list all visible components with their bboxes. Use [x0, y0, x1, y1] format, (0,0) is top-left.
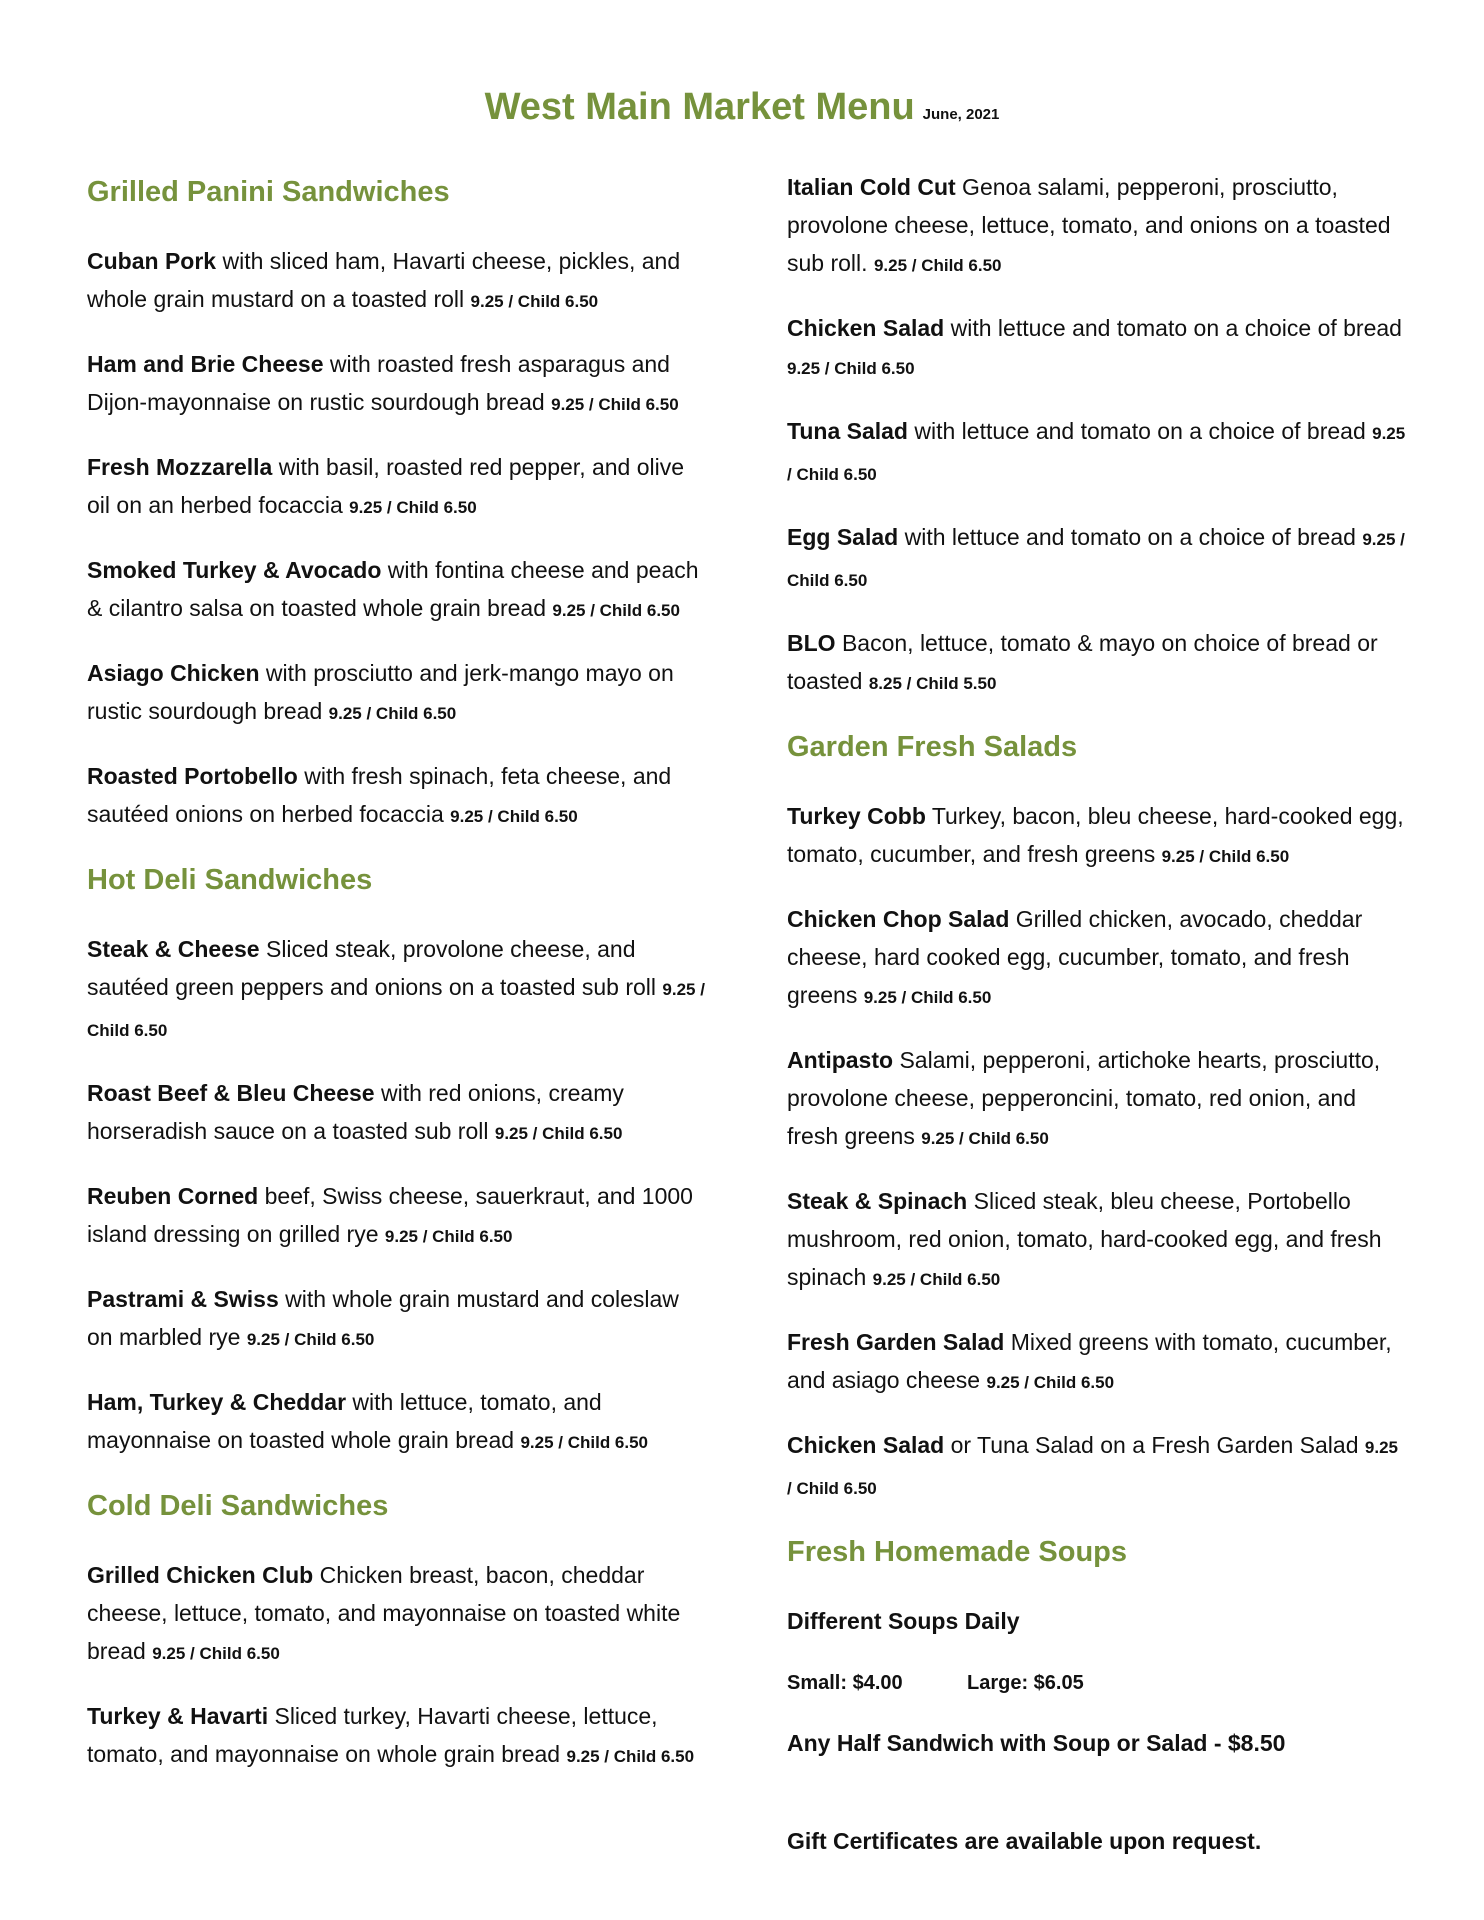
menu-item-price: 9.25 / Child 6.50	[1161, 847, 1290, 866]
panini-items	[87, 242, 707, 836]
menu-item-name: Italian Cold Cut	[787, 174, 956, 200]
section-salads	[787, 729, 1407, 1508]
menu-item-price: 9.25 / Child 6.50	[873, 256, 1002, 275]
menu-item-name: Fresh Mozzarella	[87, 454, 273, 480]
section-title-soups: Fresh Homemade Soups	[787, 1536, 1128, 1568]
menu-item	[87, 1383, 707, 1462]
menu-item-price: 8.25 / Child 5.50	[868, 674, 997, 693]
menu-item	[787, 168, 1407, 285]
menu-item	[787, 1182, 1407, 1299]
menu-item-description: Sliced steak, provolone cheese, and sautéed green peppers and onions on a toasted sub roll	[87, 936, 663, 1000]
menu-item	[787, 797, 1407, 876]
menu-item	[787, 309, 1407, 388]
menu-item-description: with lettuce, tomato, and mayonnaise on toasted whole grain bread	[87, 1389, 602, 1453]
menu-item	[787, 900, 1407, 1017]
salad-items	[787, 797, 1407, 1508]
menu-item	[87, 1074, 707, 1153]
section-hot-deli	[87, 862, 707, 1462]
menu-item-name: Turkey Cobb	[787, 803, 926, 829]
menu-item-price: 9.25 / Child 6.50	[384, 1227, 513, 1246]
section-title-salads: Garden Fresh Salads	[787, 731, 1078, 763]
menu-item-description: Turkey, bacon, bleu cheese, hard-cooked egg, tomato, cucumber, and fresh greens	[787, 803, 1404, 867]
menu-item	[787, 624, 1407, 703]
menu-item-price: 9.25 / Child 6.50	[921, 1129, 1049, 1148]
menu-item-description: Sliced turkey, Havarti cheese, lettuce, tomato, and mayonnaise on whole grain bread	[87, 1703, 658, 1767]
menu-item-description: beef, Swiss cheese, sauerkraut, and 1000 island dressing on grilled rye	[87, 1183, 693, 1247]
menu-item	[87, 1697, 707, 1776]
menu-item-price: 9.25 / Child 6.50	[863, 988, 992, 1007]
hot-deli-items	[87, 930, 707, 1462]
menu-item	[87, 345, 707, 424]
menu-item	[87, 1280, 707, 1359]
menu-item-price: 9.25 / Child 6.50	[87, 980, 705, 1040]
soup-large-price: Large: $6.05	[967, 1672, 1084, 1694]
menu-item-price: 9.25 / Child 6.50	[520, 1433, 649, 1452]
combo-offer: Any Half Sandwich with Soup or Salad - $8.50	[787, 1730, 1286, 1756]
menu-item-name: Roast Beef & Bleu Cheese	[87, 1080, 375, 1106]
menu-item-description: with fresh spinach, feta cheese, and sautéed onions on herbed focaccia	[87, 763, 672, 827]
menu-item	[87, 930, 707, 1050]
menu-item	[87, 1556, 707, 1673]
menu-item-name: Fresh Garden Salad	[787, 1329, 1005, 1355]
menu-item-name: Ham, Turkey & Cheddar	[87, 1389, 347, 1415]
menu-item-price: 9.25 / Child 6.50	[552, 601, 680, 620]
menu-item-description: Grilled chicken, avocado, cheddar cheese, hard cooked egg, cucumber, tomato, and fresh greens	[787, 906, 1363, 1008]
section-cold-deli-continued	[787, 168, 1407, 703]
menu-item-name: Chicken Salad	[787, 1432, 945, 1458]
menu-item-name: Grilled Chicken Club	[87, 1562, 314, 1588]
section-cold-deli	[87, 1488, 707, 1776]
menu-item-description: Genoa salami, pepperoni, prosciutto, provolone cheese, lettuce, tomato, and onions on a toasted sub roll.	[787, 174, 1391, 276]
menu-item-price: 9.25 / Child 6.50	[872, 1270, 1001, 1289]
menu-item-price: 9.25 / Child 6.50	[551, 395, 679, 414]
menu-item-price: 9.25 / Child 6.50	[566, 1747, 695, 1766]
soup-prices	[787, 1662, 1407, 1702]
menu-item-description: with lettuce and tomato on a choice of bread	[908, 418, 1373, 444]
soup-small-price: Small: $4.00	[787, 1672, 903, 1694]
menu-item-description: Salami, pepperoni, artichoke hearts, prosciutto, provolone cheese, pepperoncini, tomato, red onion, and fresh greens	[787, 1047, 1381, 1149]
cold-deli-items	[87, 1556, 707, 1776]
menu-item-name: Steak & Spinach	[787, 1188, 968, 1214]
menu-item	[787, 518, 1407, 600]
menu-item-price: 9.25 / Child 6.50	[787, 424, 1406, 484]
menu-item-name: Steak & Cheese	[87, 936, 260, 962]
menu-item-description: with whole grain mustard and coleslaw on marbled rye	[87, 1286, 679, 1350]
menu-item-description: with red onions, creamy horseradish sauce on a toasted sub roll	[87, 1080, 624, 1144]
menu-item	[787, 1426, 1407, 1508]
menu-item	[87, 757, 707, 836]
menu-item	[787, 412, 1407, 494]
section-title-cold-deli: Cold Deli Sandwiches	[87, 1490, 389, 1522]
menu-item-price: 9.25 / Child 6.50	[246, 1330, 375, 1349]
page-title: West Main Market Menu	[484, 86, 915, 128]
section-title-panini: Grilled Panini Sandwiches	[87, 176, 450, 208]
menu-item-description: with fontina cheese and peach & cilantro salsa on toasted whole grain bread	[87, 557, 699, 621]
gift-certificates-note: Gift Certificates are available upon request.	[787, 1828, 1262, 1854]
menu-item-price: 9.25 / Child 6.50	[787, 359, 915, 378]
soups-daily: Different Soups Daily	[787, 1608, 1020, 1634]
menu-item-price: 9.25 / Child 6.50	[494, 1124, 623, 1143]
menu-item-price: 9.25 / Child 6.50	[986, 1373, 1115, 1392]
menu-item	[87, 448, 707, 527]
menu-item-description: with sliced ham, Havarti cheese, pickles, and whole grain mustard on a toasted roll	[87, 248, 681, 312]
menu-item-name: Asiago Chicken	[87, 660, 260, 686]
menu-header	[0, 86, 1484, 129]
menu-item-price: 9.25 / Child 6.50	[470, 292, 599, 311]
section-title-hot-deli: Hot Deli Sandwiches	[87, 864, 373, 896]
menu-item-description: with prosciutto and jerk-mango mayo on rustic sourdough bread	[87, 660, 674, 724]
section-panini	[87, 174, 707, 836]
menu-item	[87, 551, 707, 630]
menu-item-name: Egg Salad	[787, 524, 899, 550]
menu-item-price: 9.25 / Child 6.50	[349, 498, 477, 517]
menu-item	[87, 1177, 707, 1256]
menu-item	[87, 654, 707, 733]
menu-item-price: 9.25 / Child 6.50	[787, 1438, 1398, 1498]
menu-date: June, 2021	[922, 106, 1000, 123]
cold-deli-continued-items	[787, 168, 1407, 703]
menu-item-price: 9.25 / Child 6.50	[152, 1644, 280, 1663]
menu-item-name: Chicken Chop Salad	[787, 906, 1010, 932]
left-column	[87, 174, 707, 1800]
section-soups	[787, 1534, 1407, 1860]
menu-item-price: 9.25 / Child 6.50	[787, 530, 1405, 590]
menu-item	[787, 1041, 1407, 1158]
menu-item-description: with lettuce and tomato on a choice of bread	[898, 524, 1363, 550]
menu-item-description: with lettuce and tomato on a choice of bread	[944, 315, 1402, 341]
menu-item-name: Turkey & Havarti	[87, 1703, 269, 1729]
menu-item-description: with basil, roasted red pepper, and olive oil on an herbed focaccia	[87, 454, 685, 518]
right-column	[787, 168, 1407, 1882]
menu-item-price: 9.25 / Child 6.50	[450, 807, 578, 826]
menu-item-name: Cuban Pork	[87, 248, 217, 274]
menu-item-description: Mixed greens with tomato, cucumber, and asiago cheese	[787, 1329, 1392, 1393]
menu-item-name: Antipasto	[787, 1047, 894, 1073]
menu-item-name: BLO	[787, 630, 836, 656]
menu-item	[87, 242, 707, 321]
menu-item-description: Bacon, lettuce, tomato & mayo on choice of bread or toasted	[787, 630, 1378, 694]
menu-item-name: Chicken Salad	[787, 315, 945, 341]
menu-item-name: Tuna Salad	[787, 418, 908, 444]
menu-item-description: Sliced steak, bleu cheese, Portobello mushroom, red onion, tomato, hard-cooked egg, and fresh spinach	[787, 1188, 1382, 1290]
menu-item	[787, 1323, 1407, 1402]
menu-item-name: Reuben Corned	[87, 1183, 259, 1209]
menu-item-name: Pastrami & Swiss	[87, 1286, 279, 1312]
menu-item-description: Chicken breast, bacon, cheddar cheese, lettuce, tomato, and mayonnaise on toasted white bread	[87, 1562, 681, 1664]
menu-item-name: Ham and Brie Cheese	[87, 351, 324, 377]
menu-item-price: 9.25 / Child 6.50	[328, 704, 457, 723]
menu-item-name: Smoked Turkey & Avocado	[87, 557, 382, 583]
menu-item-description: with roasted fresh asparagus and Dijon-mayonnaise on rustic sourdough bread	[87, 351, 670, 415]
menu-item-name: Roasted Portobello	[87, 763, 298, 789]
menu-item-description: or Tuna Salad on a Fresh Garden Salad	[944, 1432, 1365, 1458]
